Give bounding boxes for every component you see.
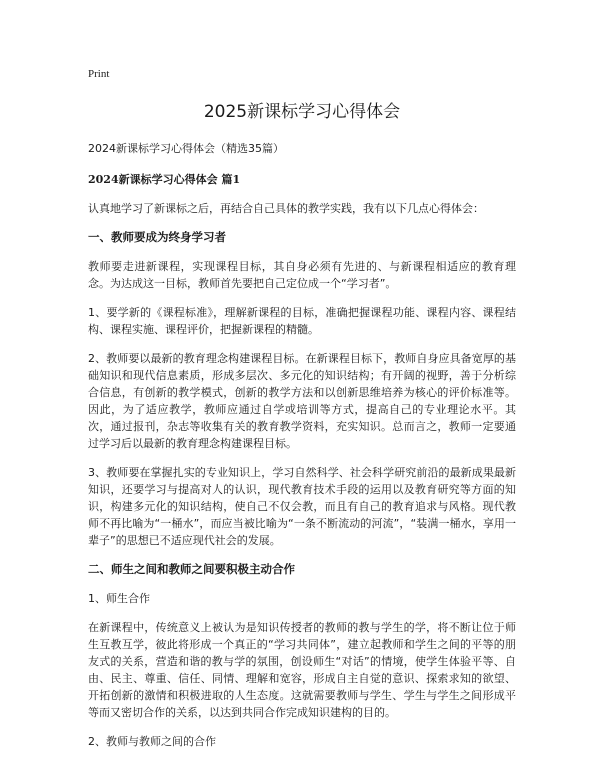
- heading-lifelong-learner: 一、教师要成为终身学习者: [88, 230, 226, 244]
- paragraph-4: 3、教师要在掌握扎实的专业知识上，学习自然科学、社会科学研究前沿的最新成果最新知识，还要学习与提高对人的认识，现代教育技术手段的运用以及教育研究等方面的知识，构建多元化的知识结构，使自己不仅会教，而且有自己的教育追求与风格。现代教师不再比喻为“一桶水”，而应当被比喻为“一条不断流动的河流”，“装满一桶水，享用一辈子”的思想已不适应现代社会的发展。: [88, 466, 516, 547]
- subheading-teacher-teacher: 2、教师与教师之间的合作: [88, 735, 216, 748]
- page-title: 2025新课标学习心得体会: [203, 102, 401, 122]
- paragraph-1: 教师要走进新课程，实现课程目标，其自身必须有先进的、与新课程相适应的教育理念。为达成这一目标，教师首先要把自己定位成一个“学习者”。: [88, 260, 516, 290]
- section-title: 2024新课标学习心得体会 篇1: [88, 173, 241, 186]
- document-subtitle: 2024新课标学习心得体会（精选35篇）: [88, 142, 284, 155]
- paragraph-5: 在新课程中，传统意义上被认为是知识传授者的教师的教与学生的学，将不断让位于师生互教互学，彼此将形成一个真正的“学习共同体”，建立起教师和学生之间的平等的朋友式的关系，营造和谐的教与学的氛围，创设师生“对话”的情境，使学生体验平等、自由、民主、尊重、信任、同情、理解和宽容，形成自主自觉的意识、探索求知的欲望、开拓创新的激情和积极进取的人生态度。这就需要教师与学生、学生与学生之间形成平等而又密切合作的关系，以达到共同合作完成知识建构的目的。: [88, 621, 516, 719]
- heading-cooperation: 二、师生之间和教师之间要积极主动合作: [88, 562, 295, 576]
- print-label[interactable]: Print: [88, 68, 110, 80]
- paragraph-3: 2、教师要以最新的教育理念构建课程目标。在新课程目标下，教师自身应具备宽厚的基础知识和现代信息素质，形成多层次、多元化的知识结构；有开阔的视野，善于分析综合信息，有创新的教学模式，创新的教学方法和以创新思维培养为核心的评价标准等。因此，为了适应教学，教师应通过自学或培训等方式，提高自己的专业理论水平。其次，通过报刊，杂志等收集有关的教育教学资料，充实知识。总而言之，教师一定要通过学习后以最新的教育理念构建课程目标。: [88, 352, 516, 450]
- document-page: [88, 66, 516, 762]
- subheading-teacher-student: 1、师生合作: [88, 592, 150, 605]
- intro-paragraph: 认真地学习了新课标之后，再结合自己具体的教学实践，我有以下几点心得体会：: [88, 202, 484, 215]
- paragraph-2: 1、要学新的《课程标准》，理解新课程的目标，准确把握课程功能、课程内容、课程结构、课程实施、课程评价，把握新课程的精髓。: [88, 306, 516, 336]
